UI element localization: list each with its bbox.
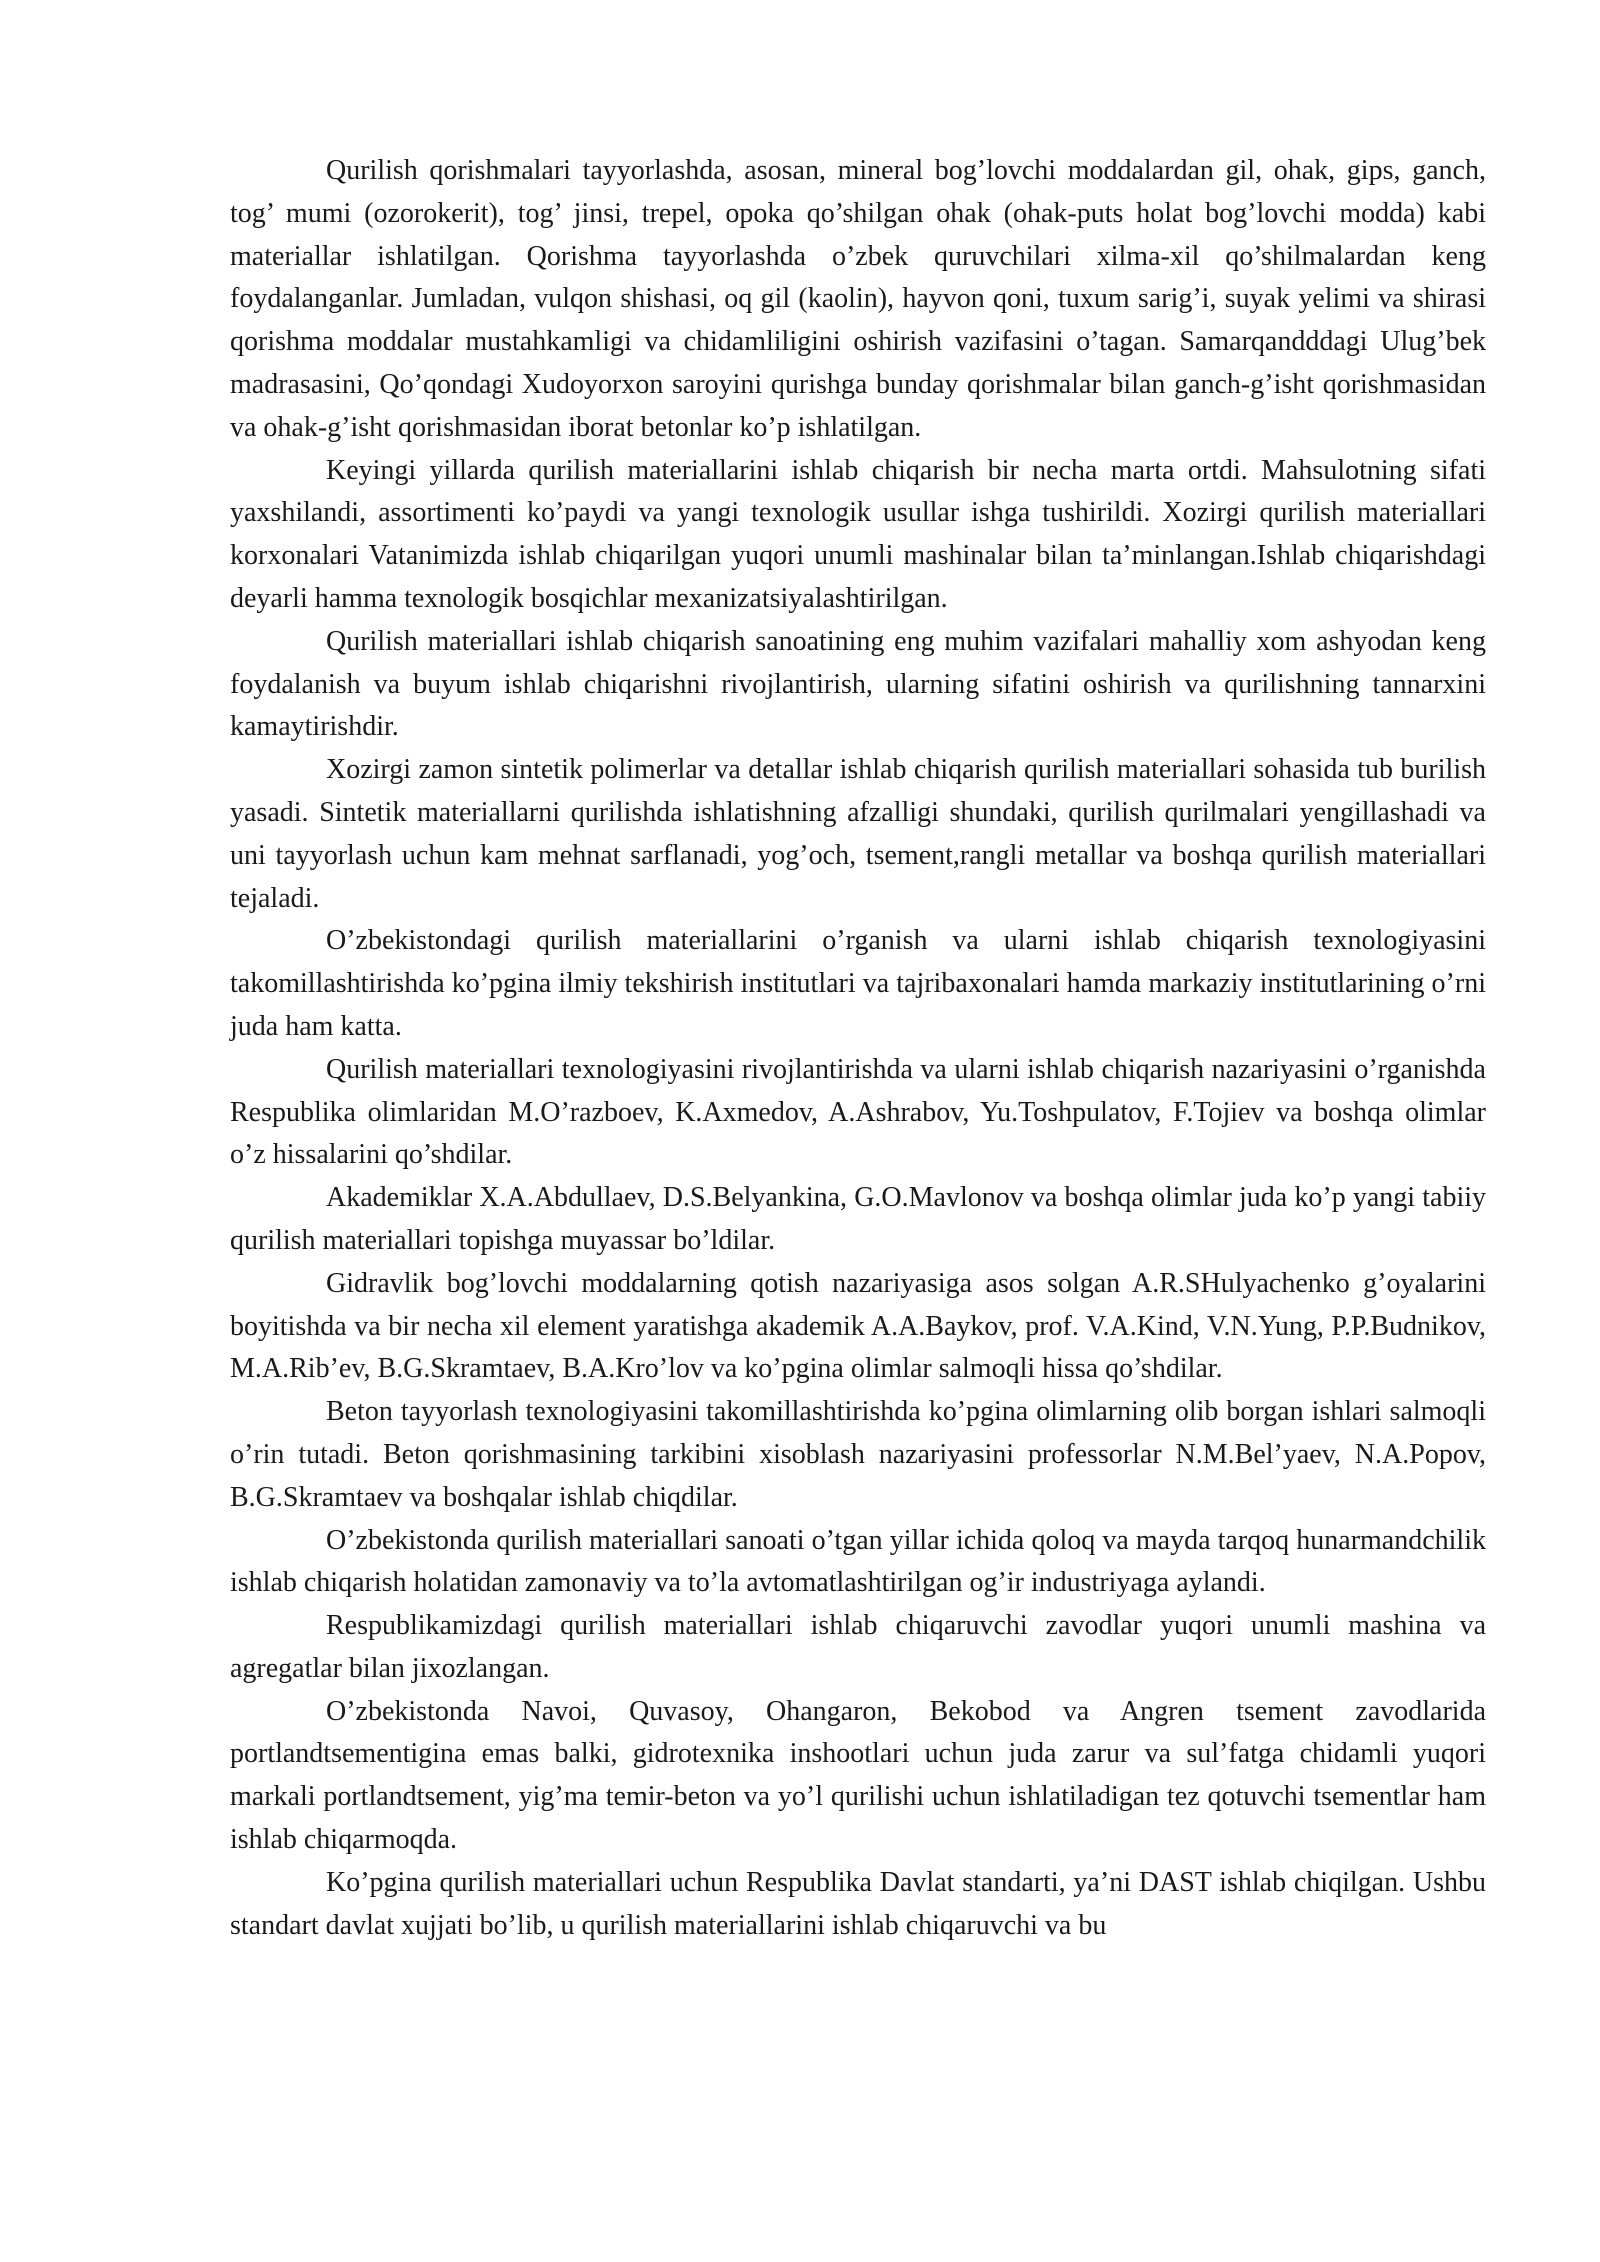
document-body: [230, 150, 1486, 1947]
paragraph-1: Qurilish qorishmalari tayyorlashda, asosan, mineral bog’lovchi moddalardan gil, ohak, gips, ganch, tog’ mumi (ozorokerit), tog’ jinsi, trepel, opoka qo’shilgan ohak (ohak-puts holat bog’lovchi modda) kabi materiallar ishlatilgan. Qorishma tayyorlashda o’zbek quruvchilari xilma-xil qo’shilmalardan keng foydalanganlar. Jumladan, vulqon shishasi, oq gil (kaolin), hayvon qoni, tuxum sarig’i, suyak yelimi va shirasi qorishma moddalar mustahkamligi va chidamliligini oshirish vazifasini o’tagan. Samarqandddagi Ulug’bek madrasasini, Qo’qondagi Xudoyorxon saroyini qurishga bunday qorishmalar bilan ganch-g’isht qorishmasidan va ohak-g’isht qorishmasidan iborat betonlar ko’p ishlatilgan.: [230, 155, 1486, 443]
paragraph-5: O’zbekistondagi qurilish materiallarini o’rganish va ularni ishlab chiqarish texnologiyasini takomillashtirishda ko’pgina ilmiy tekshirish institutlari va tajribaxonalari hamda markaziy institutlarining o’rni juda ham katta.: [230, 925, 1486, 1042]
paragraph-12: O’zbekistonda Navoi, Quvasoy, Ohangaron, Bekobod va Angren tsement zavodlarida portlandtsementigina emas balki, gidrotexnika inshootlari uchun juda zarur va sul’fatga chidamli yuqori markali portlandtsement, yig’ma temir-beton va yo’l qurilishi uchun ishlatiladigan tez qotuvchi tsementlar ham ishlab chiqarmoqda.: [230, 1695, 1486, 1856]
paragraph-10: O’zbekistonda qurilish materiallari sanoati o’tgan yillar ichida qoloq va mayda tarqoq hunarmandchilik ishlab chiqarish holatidan zamonaviy va to’la avtomatlashtirilgan og’ir industriyaga aylandi.: [230, 1524, 1486, 1599]
paragraph-4: Xozirgi zamon sintetik polimerlar va detallar ishlab chiqarish qurilish materiallari sohasida tub burilish yasadi. Sintetik materiallarni qurilishda ishlatishning afzalligi shundaki, qurilish qurilmalari yengillashadi va uni tayyorlash uchun kam mehnat sarflanadi, yog’och, tsement,rangli metallar va boshqa qurilish materiallari tejaladi.: [230, 754, 1486, 914]
paragraph-6: Qurilish materiallari texnologiyasini rivojlantirishda va ularni ishlab chiqarish nazariyasini o’rganishda Respublika olimlaridan M.O’razboev, K.Axmedov, A.Ashrabov, Yu.Toshpulatov, F.Tojiev va boshqa olimlar o’z hissalarini qo’shdilar.: [230, 1053, 1486, 1171]
paragraph-11: Respublikamizdagi qurilish materiallari ishlab chiqaruvchi zavodlar yuqori unumli mashina va agregatlar bilan jixozlangan.: [230, 1610, 1486, 1684]
paragraph-13: Ko’pgina qurilish materiallari uchun Respublika Davlat standarti, ya’ni DAST ishlab chiqilgan. Ushbu standart davlat xujjati bo’lib, u qurilish materiallarini ishlab chiqaruvchi va bu: [230, 1866, 1486, 1941]
paragraph-8: Gidravlik bog’lovchi moddalarning qotish nazariyasiga asos solgan A.R.SHulyachenko g’oyalarini boyitishda va bir necha xil element yaratishga akademik A.A.Baykov, prof. V.A.Kind, V.N.Yung, P.P.Budnikov, M.A.Rib’ev, B.G.Skramtaev, B.A.Kro’lov va ko’pgina olimlar salmoqli hissa qo’shdilar.: [230, 1267, 1486, 1385]
paragraph-9: Beton tayyorlash texnologiyasini takomillashtirishda ko’pgina olimlarning olib borgan ishlari salmoqli o’rin tutadi. Beton qorishmasining tarkibini xisoblash nazariyasini professorlar N.M.Bel’yaev, N.A.Popov, B.G.Skramtaev va boshqalar ishlab chiqdilar.: [230, 1396, 1486, 1513]
paragraph-3: Qurilish materiallari ishlab chiqarish sanoatining eng muhim vazifalari mahalliy xom ashyodan keng foydalanish va buyum ishlab chiqarishni rivojlantirish, ularning sifatini oshirish va qurilishning tannarxini kamaytirishdir.: [230, 625, 1486, 743]
paragraph-2: Keyingi yillarda qurilish materiallarini ishlab chiqarish bir necha marta ortdi. Mahsulotning sifati yaxshilandi, assortimenti ko’paydi va yangi texnologik usullar ishga tushirildi. Xozirgi qurilish materiallari korxonalari Vatanimizda ishlab chiqarilgan yuqori unumli mashinalar bilan ta’minlangan.Ishlab chiqarishdagi deyarli hamma texnologik bosqichlar mexanizatsiyalashtirilgan.: [230, 454, 1486, 614]
paragraph-7: Akademiklar X.A.Abdullaev, D.S.Belyankina, G.O.Mavlonov va boshqa olimlar juda ko’p yangi tabiiy qurilish materiallari topishga muyassar bo’ldilar.: [230, 1182, 1486, 1256]
